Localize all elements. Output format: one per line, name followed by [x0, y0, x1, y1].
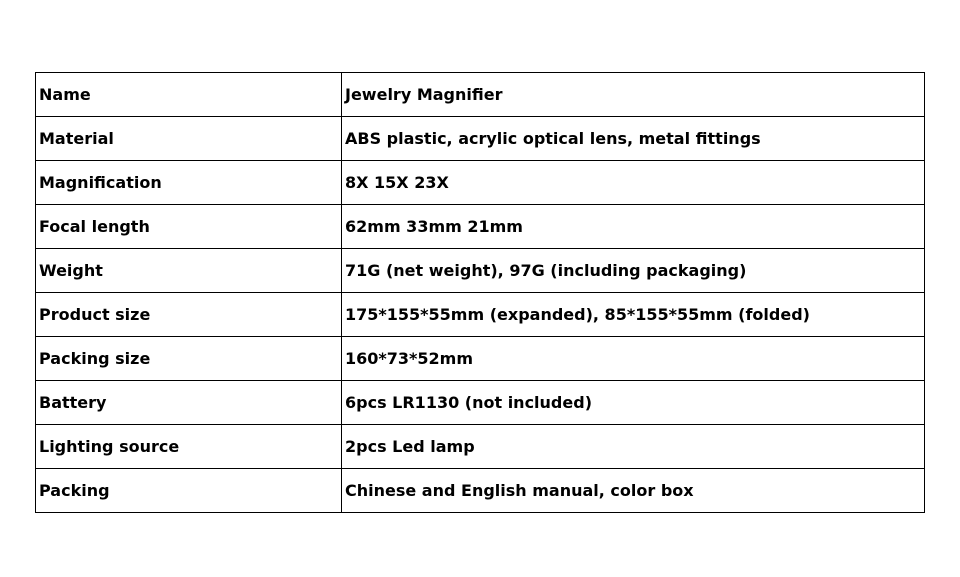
table-row	[36, 249, 925, 293]
spec-label: Magnification	[36, 161, 342, 205]
table-row	[36, 205, 925, 249]
spec-label: Lighting source	[36, 425, 342, 469]
table-row	[36, 381, 925, 425]
spec-value: 6pcs LR1130 (not included)	[342, 381, 925, 425]
spec-label: Material	[36, 117, 342, 161]
spec-value: 71G (net weight), 97G (including packaging)	[342, 249, 925, 293]
spec-value: 2pcs Led lamp	[342, 425, 925, 469]
spec-label: Focal length	[36, 205, 342, 249]
spec-value: Jewelry Magnifier	[342, 73, 925, 117]
spec-label: Packing size	[36, 337, 342, 381]
spec-value: 62mm 33mm 21mm	[342, 205, 925, 249]
table-row	[36, 73, 925, 117]
table-row	[36, 469, 925, 513]
table-row	[36, 293, 925, 337]
spec-value: Chinese and English manual, color box	[342, 469, 925, 513]
spec-label: Product size	[36, 293, 342, 337]
spec-value: 160*73*52mm	[342, 337, 925, 381]
spec-label: Packing	[36, 469, 342, 513]
spec-value: 175*155*55mm (expanded), 85*155*55mm (folded)	[342, 293, 925, 337]
table-row	[36, 161, 925, 205]
spec-value: ABS plastic, acrylic optical lens, metal fittings	[342, 117, 925, 161]
table-row	[36, 337, 925, 381]
product-spec-table	[35, 72, 925, 513]
spec-label: Name	[36, 73, 342, 117]
spec-value: 8X 15X 23X	[342, 161, 925, 205]
table-row	[36, 117, 925, 161]
table-row	[36, 425, 925, 469]
spec-label: Weight	[36, 249, 342, 293]
spec-label: Battery	[36, 381, 342, 425]
